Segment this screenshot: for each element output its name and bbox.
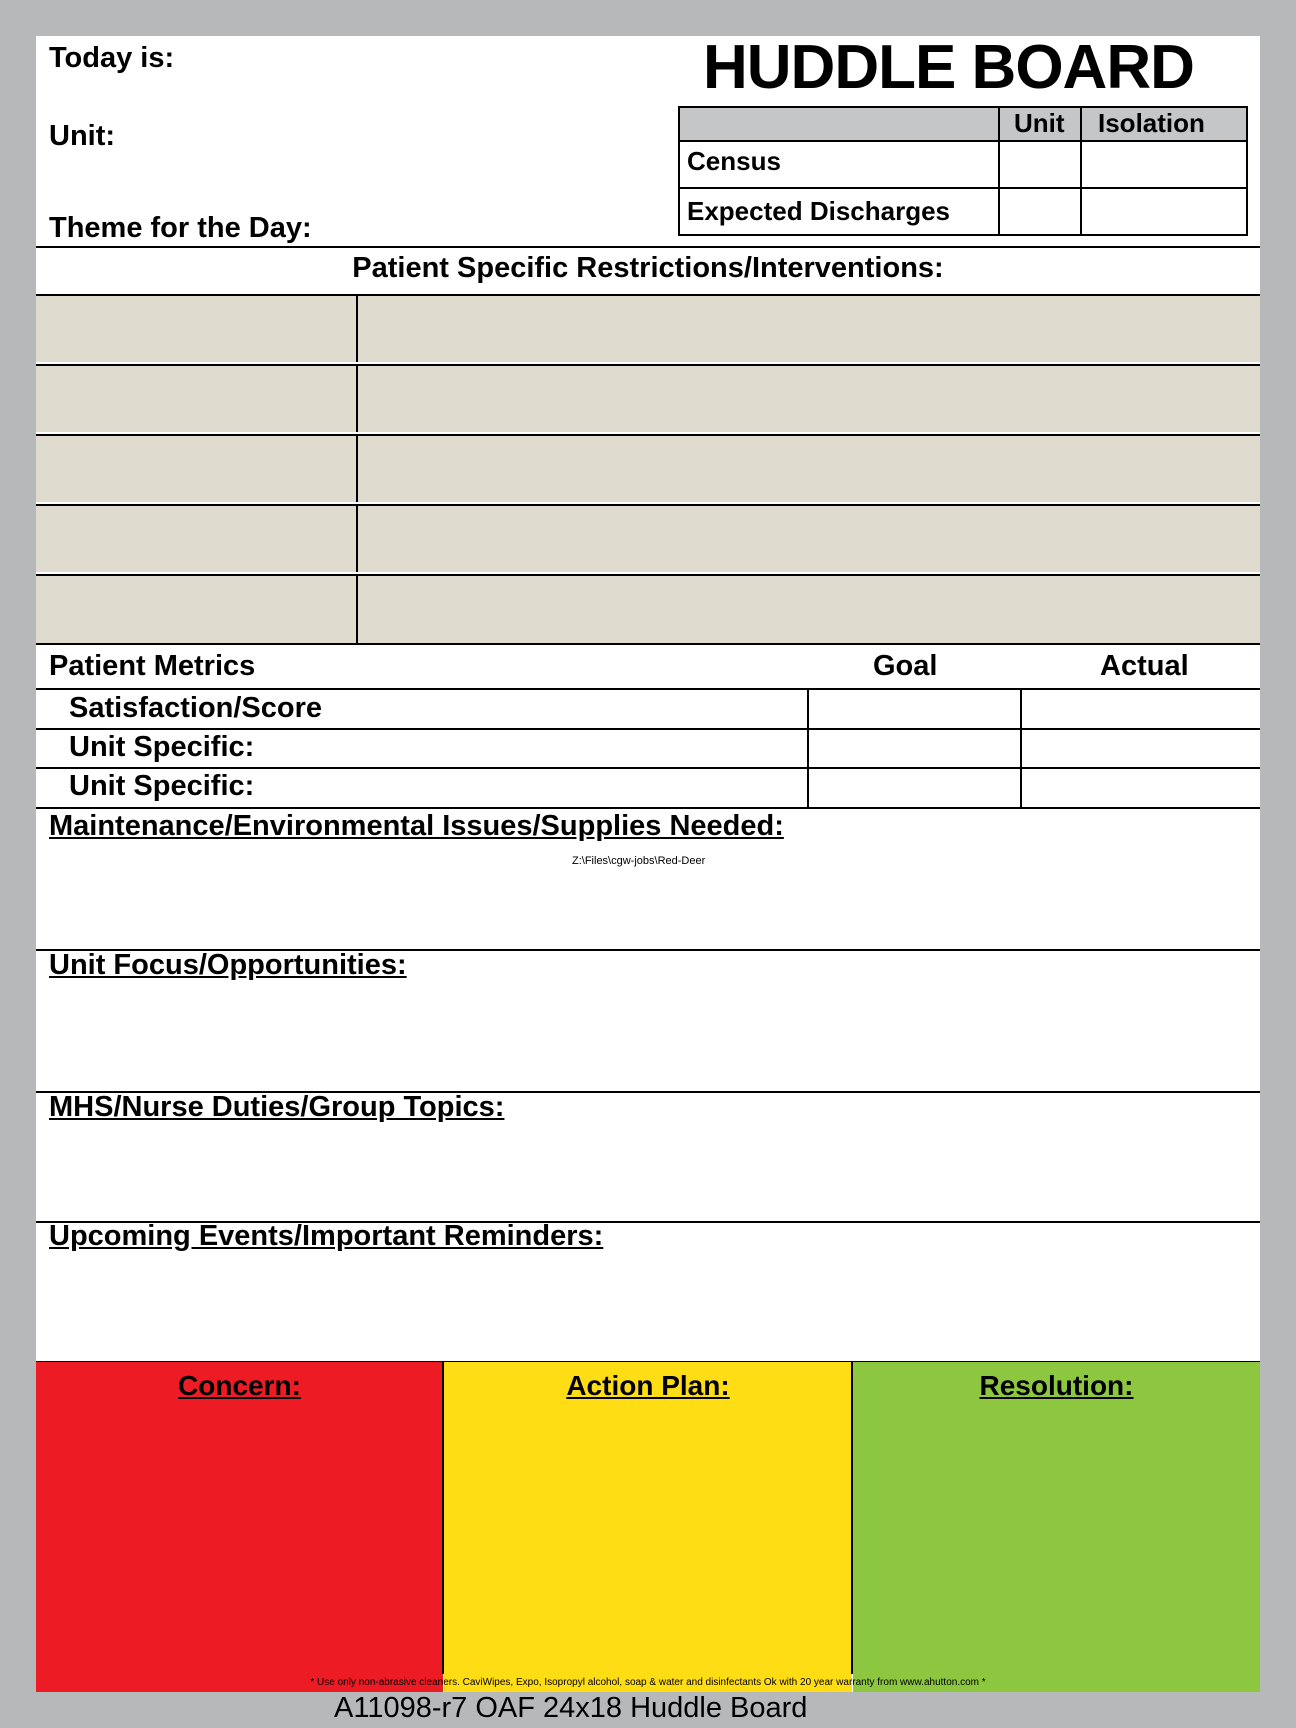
concern-panel [36,1362,443,1692]
restriction-row [36,574,1260,644]
restriction-row [36,434,1260,502]
file-path: Z:\Files\cgw-jobs\Red-Deer [572,855,706,867]
metric-row-label: Satisfaction/Score [69,692,323,724]
focus-title: Unit Focus/Opportunities: [49,949,407,981]
huddle-board [36,33,1260,1692]
events-title: Upcoming Events/Important Reminders: [49,1220,604,1252]
care-instructions: * Use only non-abrasive cleaners. CaviWipes, Expo, Isopropyl alcohol, soap & water and disinfectants Ok with 20 year warranty from www.ahutton.com * [310,1677,986,1688]
census-col-isolation: Isolation [1098,108,1205,138]
census-col-unit: Unit [1014,108,1065,138]
restriction-row [36,364,1260,432]
theme-label: Theme for the Day: [49,212,312,244]
metrics-col-goal: Goal [873,650,938,682]
metric-row-label: Unit Specific: [69,731,255,763]
metrics-title: Patient Metrics [49,650,256,682]
resolution-heading: Resolution: [979,1370,1134,1401]
unit-label: Unit: [49,120,116,152]
restrictions-title: Patient Specific Restrictions/Interventions: [352,252,944,284]
today-label: Today is: [49,42,175,74]
restriction-row [36,294,1260,362]
duties-title: MHS/Nurse Duties/Group Topics: [49,1091,505,1123]
maintenance-title: Maintenance/Environmental Issues/Supplies Needed: [49,810,784,842]
restriction-row [36,504,1260,572]
part-number: A11098-r7 OAF 24x18 Huddle Board [334,1692,808,1724]
census-row-label: Census [687,146,781,176]
metric-row-label: Unit Specific: [69,770,255,802]
discharges-row-label: Expected Discharges [687,196,951,226]
action-plan-panel [444,1362,852,1692]
resolution-panel [853,1362,1260,1692]
census-table [678,106,1248,236]
action-plan-heading: Action Plan: [566,1370,730,1401]
metrics-col-actual: Actual [1100,650,1189,682]
board-title: HUDDLE BOARD [703,33,1194,102]
concern-heading: Concern: [178,1370,301,1401]
